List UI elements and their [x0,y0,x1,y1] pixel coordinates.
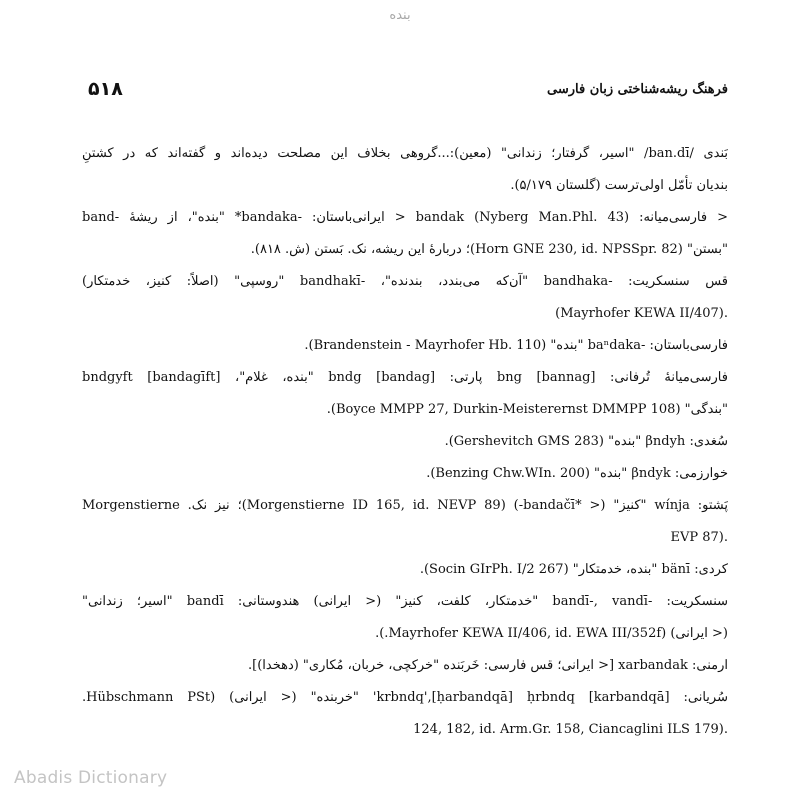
entry-line: سُغدی: βndyh "بنده" (Gershevitch GMS 283). [444,434,728,449]
entry-line: بَندی /ban.dī/ "اسیر، گرفتار؛ زندانی" (معین):...گروهی بخلاف این مصلحت دیده‌اند و گفته‌اند که در کشتنِ [82,146,728,161]
entry-line: سنسکریت: -bandī-, vandī "خدمتکار، کلفت، کنیز" (< ایرانی) هندوستانی: bandī "اسیر؛ زندانی" [82,594,728,609]
entry-line: 124, 182, id. Arm.Gr. 158, Ciancaglini ILS 179). [413,722,728,737]
page-header [88,76,728,102]
entry-line: خوارزمی: βndyk "بنده" (Benzing Chw.WIn. 200). [426,466,728,481]
entry-body [82,138,728,746]
entry-line: (< ایرانی) (Mayrhofer KEWA II/406, id. EWA III/352f.). [375,626,728,641]
entry-line: (Mayrhofer KEWA II/407). [555,306,728,321]
entry-line: ارمنی: xarbandak [< ایرانی؛ قس فارسی: خَربَنده "خرکچی، خربان، مُکاری" (دهخدا)]. [247,658,728,673]
entry-line: فارسی‌میانهٔ تُرفانی: [bannag] bng پارتی: [bandag] bndg "بنده، غلام"، [bandagīft] bndgyft [82,370,728,385]
entry-line: سُریانی: [karbandqā] krbndq',[ḥarbandqā] ḥrbndq' "خربنده" (< ایرانی) (Hübschmann PSt. [82,690,728,705]
entry-line: کردی: bänī "بنده، خدمتکار" (Socin GIrPh. I/2 267). [419,562,728,577]
entry-line: "بندگی" (Boyce MMPP 27, Durkin-Meisterernst DMMPP 108). [326,402,728,417]
entry-line: پَشتو: wínja "کنیز" (< *bandačī-) (Morgenstierne ID 165, id. NEVP 89)؛ نیز نک. Morgenstierne [82,498,728,513]
running-title: فرهنگ ریشه‌شناختی زبان فارسی [547,81,728,97]
site-watermark: Abadis Dictionary [14,768,168,788]
page-top-title: بنده [389,8,411,23]
entry-line: قس سنسکریت: -bandhaka "آن‌که می‌بندد، بندنده"، -bandhakī "روسپی" (اصلاً: کنیز، خدمتکار) [82,274,728,289]
entry-line: بندیان تأمّل اولی‌ترست (گلستان ۵/۱۷۹). [510,178,728,193]
entry-line: "بستن" (Horn GNE 230, id. NPSSpr. 82)؛ دربارهٔ این ریشه، نک. بَستن (ش. ۸۱۸). [250,242,728,257]
page-number: ۵۱۸ [88,78,123,100]
entry-line: < فارسی‌میانه: (Nyberg Man.Phl. 43) bandak < ایرانی‌باستان: -bandaka* "بنده"، از ریشهٔ -band [82,210,728,225]
entry-line: فارسی‌باستان: -baⁿdaka "بنده" (Brandenstein - Mayrhofer Hb. 110). [304,338,728,353]
entry-line: EVP 87). [670,530,728,545]
